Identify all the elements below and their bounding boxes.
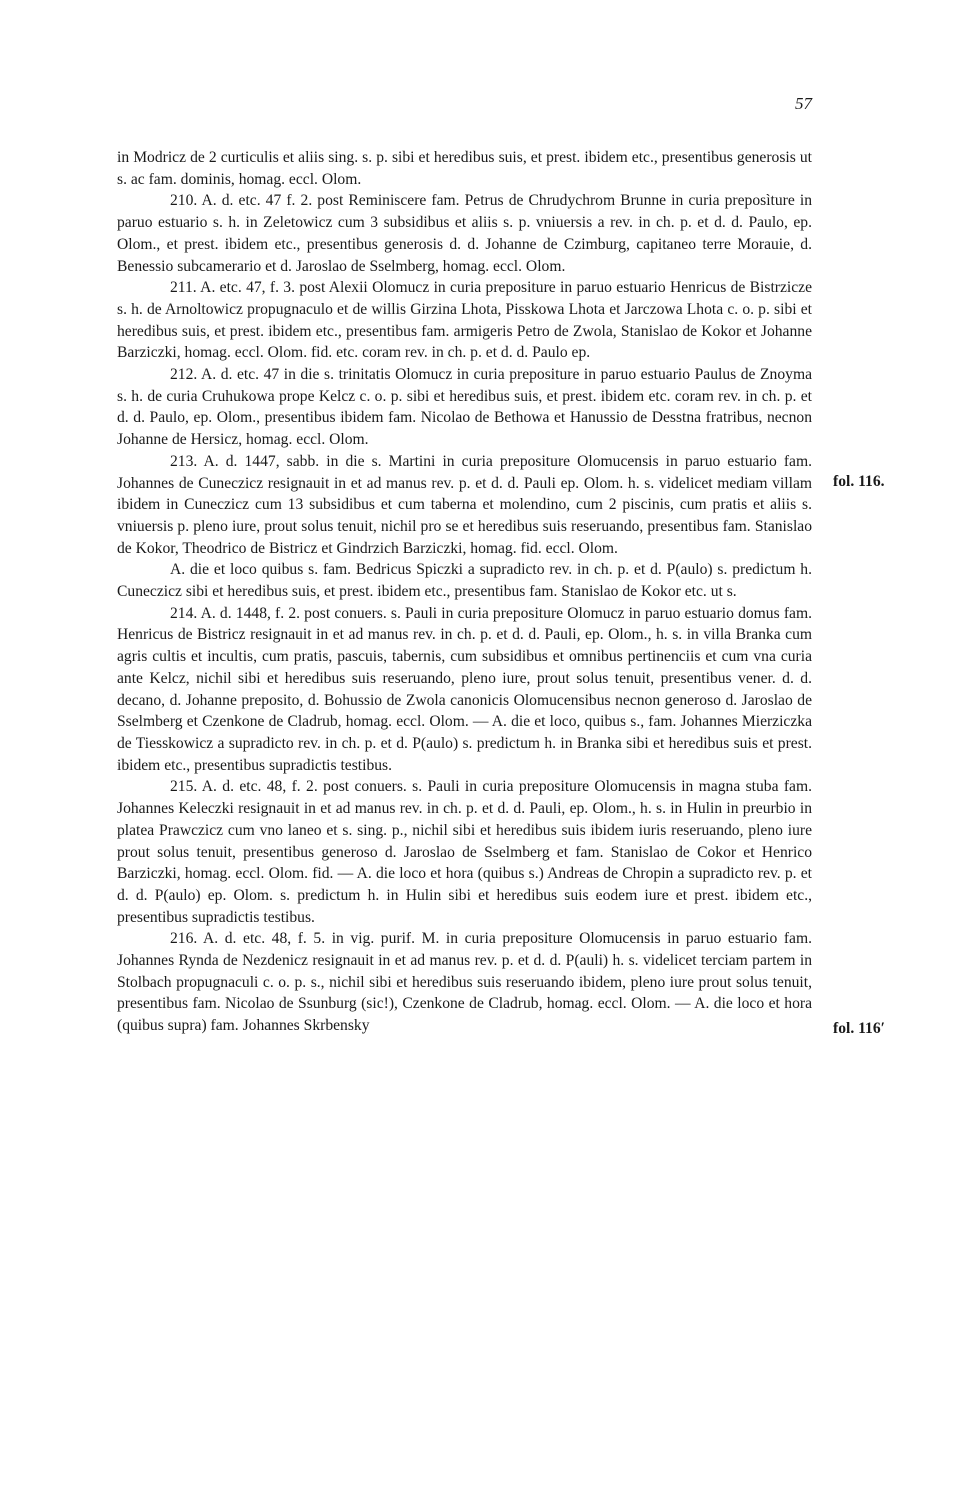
entry-214: 214. A. d. 1448, f. 2. post conuers. s. Pauli in curia prepositure Olomucz in paruo estuario domus fam. Henricus de Bistricz resignauit in et ad manus rev. in ch. p. et d. d. Pauli, ep. Olom., h. s. in villa Branka cum agris cultis et incultis, cum pratis, pascuis, tabernis, cum subsidibus et omnibus pertinenciis et cum vna curia ante Kelcz, nichil sibi et heredibus suis reseruando, pleno iure, prout solus tenuit, presentibus vener. d. d. decano, d. Johanne preposito, d. Bohussio de Zwola canonicis Olomucensibus necnon generoso d. Jaroslao de Sselmberg et Czenkone de Cladrub, homag. eccl. Olom. — A. die et loco, quibus s., fam. Johannes Mierziczka de Tiesskowicz a supradicto rev. in ch. p. et d. P(aulo) s. predictum h. in Branka sibi et heredibus suis et prest. ibidem etc., presentibus supradictis testibus. — [117, 604, 812, 774]
entry-213: 213. A. d. 1447, sabb. in die s. Martini in curia prepositure Olomucensis in paruo estuario fam. Johannes de Cuneczicz resignauit in et ad manus rev. p. et d. d. Pauli ep. Olom. h. s. videlicet mediam villam ibidem in Cuneczicz cum 13 subsidibus et cum taberna et molendino, cum 2 piscinis, cum pratis et aliis s. vniuersis p. pleno iure, prout solus tenuit, nichil pro se et heredibus suis reseruando, presentibus fam. Stanislao de Kokor, Theodrico de Bistricz et Gindrzich Barziczki, homag. fid. eccl. Olom. — [117, 452, 812, 557]
entry-210: 210. A. d. etc. 47 f. 2. post Reminiscere fam. Petrus de Chrudychrom Brunne in curia preposìture in paruo estuario s. h. in Zeletowicz cum 3 subsidibus et aliis s. p. vniuersis a rev. in ch. p. et d. d. Paulo, ep. Olom., et prest. ibidem etc., presentibus generosis d. d. Johanne de Czimburg, capitaneo terre Morauie, d. Benessio subcamerario et d. Jaroslao de Sselmberg, homag. eccl. Olom. — [117, 192, 812, 275]
entry-212: 212. A. d. etc. 47 in die s. trinitatis Olomucz in curia prepositure in paruo estuario Paulus de Znoyma s. h. de curia Cruhukowa prope Kelcz c. o. p. sibi et heredibus suis, et prest. ibidem etc. coram rev. in ch. p. et d. d. Paulo, ep. Olom., presentibus ibidem fam. Nicolao de Bethowa et Hanussio de Desstna fratribus, necnon Johanne de Hersicz, homag. eccl. Olom. — [117, 366, 812, 449]
margin-note-folio: fol. 116. — [833, 473, 885, 490]
entry-211: 211. A. etc. 47, f. 3. post Alexii Olomucz in curia prepositure in paruo estuario Henricus de Bistrzicze s. h. de Arnoltowicz propugnaculo et de willis Girzina Lhota, Pisskowa Lhota et Jarczowa Lhota c. o. p. sibi et heredibus suis, et prest. ibidem etc., presentibus fam. armigeris Petro de Zwola, Stanislao de Kokor et Johanne Barziczki, homag. eccl. Olom. fid. etc. coram rev. in ch. p. et d. d. Paulo ep. — [117, 279, 812, 362]
page-number: 57 — [795, 94, 812, 113]
entry-213-addendum: A. die et loco quibus s. fam. Bedricus Spiczki a supradicto rev. in ch. p. et d. P(aulo) s. predictum h. Cuneczicz sibi et heredibus suis, et prest. ibidem etc., presentibus fam. Stanislao de Kokor etc. ut s. — [117, 561, 812, 601]
paragraph-continuation: in Modricz de 2 curticulis et aliis sing. s. p. sibi et heredibus suis, et prest. ibidem etc., presentibus generosis ut s. ac fam. dominis, homag. eccl. Olom. — [117, 149, 812, 188]
margin-note-folio-verso: fol. 116′ — [833, 1020, 886, 1037]
body-text — [117, 147, 812, 1037]
entry-216: 216. A. d. etc. 48, f. 5. in vig. purif. M. in curia prepositure Olomucensis in paruo estuario fam. Johannes Rynda de Nezdenicz resignauit in et ad manus rev. p. et d. d. P(auli) h. s. videlicet terciam partem in Stolbach propugnaculi c. o. p. s., nichil sibi et heredibus suis reseruando ibidem, pleno iure prout solus tenuit, presentibus fam. Nicolao de Ssunburg (sic!), Czenkone de Cladrub, homag. eccl. Olom. — A. die loco et hora (quibus supra) fam. Johannes Skrbensky — [117, 930, 812, 1035]
entry-215: 215. A. d. etc. 48, f. 2. post conuers. s. Pauli in curia prepositure Olomucensis in magna stuba fam. Johannes Keleczki resignauit in et ad manus rev. in ch. p. et d. d. Pauli, ep. Olom., h. s. in Hulin in preurbio in platea Prawczicz cum vno laneo et s. sing. p., nichil sibi et heredibus suis ibidem iuris reseruando, pleno iure prout solus tenuit, presentibus generoso d. Jaroslao de Sselmberg et fam. Stanislao de Cokor et Henrico Barziczki, homag. eccl. Olom. fid. — A. die loco et hora (quibus s.) Andreas de Chropin a supradicto rev. p. et d. d. P(aulo) ep. Olom. s. predictum h. in Hulin sibi et heredibus suis eodem iure et prest. ibidem etc., presentibus supradictis testibus. — [117, 778, 812, 926]
